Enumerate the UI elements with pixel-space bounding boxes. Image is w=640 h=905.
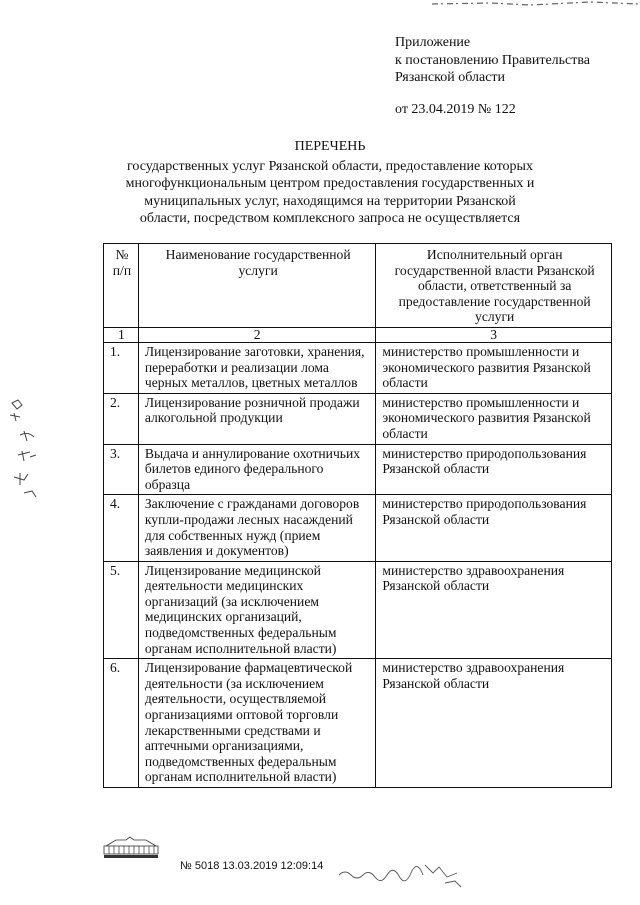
left-margin-scan-marks-icon [0, 395, 60, 505]
row-authority: министерство природопользования Рязанской области [376, 495, 612, 561]
bottom-scan-marks-icon [335, 855, 485, 895]
registration-footer: № 5018 13.03.2019 12:09:14 [180, 860, 324, 872]
header-num: № п/п [104, 244, 139, 328]
appendix-line-2: к постановлению Правительства [395, 52, 591, 68]
title-line-4: области, посредством комплексного запроса не осуществляется [139, 211, 521, 226]
row-authority: министерство здравоохранения Рязанской области [376, 561, 612, 659]
title-line-3: муниципальных услуг, находящимся на территории Рязанской [144, 193, 516, 209]
row-authority: министерство здравоохранения Рязанской области [376, 659, 612, 788]
document-title [100, 138, 560, 228]
appendix-line-3: Рязанской области [395, 70, 506, 85]
title-line-1: государственных услуг Рязанской области, предоставление которых [127, 158, 533, 174]
row-num: 2. [104, 393, 139, 444]
row-service-name: Лицензирование медицинской деятельности медицинских организаций (за исключением медицинских организаций, подведомственных федеральным органам исполнительной власти) [138, 561, 375, 659]
col-number-3: 3 [376, 327, 612, 342]
row-num: 1. [104, 342, 139, 393]
row-num: 5. [104, 561, 139, 659]
row-num: 6. [104, 659, 139, 788]
column-number-row [104, 327, 612, 342]
row-service-name: Лицензирование фармацевтической деятельности (за исключением деятельности, осуществляемой организациями оптовой торговли лекарственными средствами и аптечными организациями, подведомственных федеральным органам исполнительной власти) [138, 659, 375, 788]
table-row [104, 393, 612, 444]
row-authority: министерство промышленности и экономического развития Рязанской области [376, 393, 612, 444]
table-row [104, 495, 612, 561]
table-header-row [104, 244, 612, 328]
top-edge-scan-marks-icon [430, 0, 640, 12]
row-service-name: Заключение с гражданами договоров купли-продажи лесных насаждений для собственных нужд (прием заявления и документов) [138, 495, 375, 561]
row-authority: министерство природопользования Рязанской области [376, 444, 612, 495]
registry-stamp-icon [96, 836, 166, 860]
table-row [104, 342, 612, 393]
table-row [104, 444, 612, 495]
header-org: Исполнительный орган государственной власти Рязанской области, ответственный за предоставление государственной услуги [376, 244, 612, 328]
table-row [104, 561, 612, 659]
row-num: 3. [104, 444, 139, 495]
title-heading: ПЕРЕЧЕНЬ [294, 139, 366, 154]
appendix-date: от 23.04.2019 № 122 [395, 101, 516, 117]
row-service-name: Лицензирование заготовки, хранения, переработки и реализации лома черных металлов, цветных металлов [138, 342, 375, 393]
row-service-name: Лицензирование розничной продажи алкогольной продукции [138, 393, 375, 444]
services-table [103, 243, 612, 788]
col-number-2: 2 [138, 327, 375, 342]
col-number-1: 1 [104, 327, 139, 342]
row-service-name: Выдача и аннулирование охотничьих билетов единого федерального образца [138, 444, 375, 495]
appendix-line-1: Приложение [395, 35, 471, 50]
appendix-block [395, 34, 635, 118]
table-row [104, 659, 612, 788]
header-name: Наименование государственной услуги [138, 244, 375, 328]
row-authority: министерство промышленности и экономического развития Рязанской области [376, 342, 612, 393]
row-num: 4. [104, 495, 139, 561]
title-line-2: многофункциональным центром предоставления государственных и [125, 176, 535, 191]
